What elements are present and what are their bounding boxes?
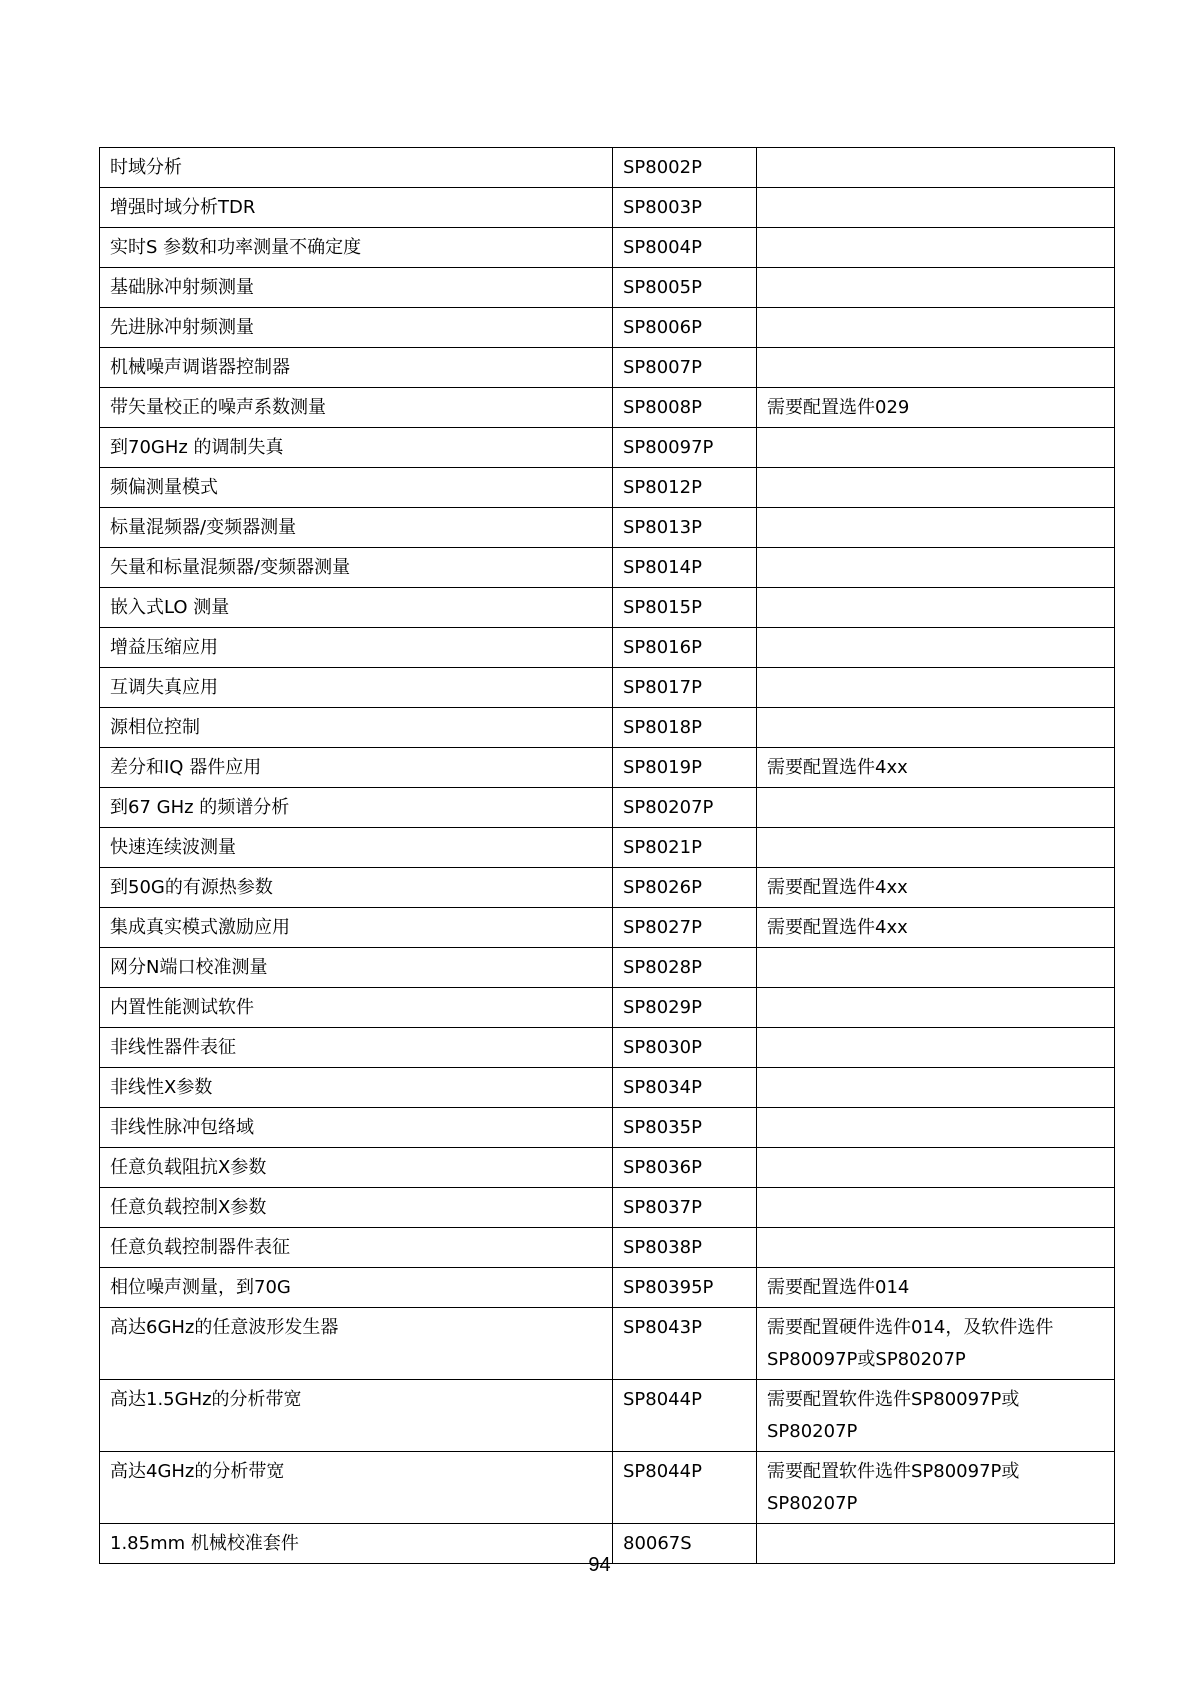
option-code-cell: SP8017P <box>613 668 757 708</box>
option-name-cell: 标量混频器/变频器测量 <box>100 508 613 548</box>
option-note-cell: 需要配置选件014 <box>757 1268 1115 1308</box>
option-name-cell: 到50G的有源热参数 <box>100 868 613 908</box>
option-note-cell <box>757 1228 1115 1268</box>
option-name-cell: 频偏测量模式 <box>100 468 613 508</box>
option-name-cell: 先进脉冲射频测量 <box>100 308 613 348</box>
option-note-cell <box>757 788 1115 828</box>
option-code-cell: SP8026P <box>613 868 757 908</box>
option-note-cell <box>757 1108 1115 1148</box>
option-name-cell: 任意负载控制器件表征 <box>100 1228 613 1268</box>
option-code-cell: SP8037P <box>613 1188 757 1228</box>
option-code-cell: SP80207P <box>613 788 757 828</box>
option-code-cell: SP80395P <box>613 1268 757 1308</box>
table-row <box>100 1308 1115 1380</box>
option-note-cell <box>757 428 1115 468</box>
option-name-cell: 增益压缩应用 <box>100 628 613 668</box>
option-note-cell <box>757 268 1115 308</box>
table-row <box>100 548 1115 588</box>
option-code-cell: SP8014P <box>613 548 757 588</box>
option-name-cell: 实时S 参数和功率测量不确定度 <box>100 228 613 268</box>
option-code-cell: SP8038P <box>613 1228 757 1268</box>
option-note-cell <box>757 828 1115 868</box>
option-note-cell <box>757 148 1115 188</box>
option-name-cell: 任意负载阻抗X参数 <box>100 1148 613 1188</box>
option-code-cell: SP8027P <box>613 908 757 948</box>
table-row <box>100 508 1115 548</box>
option-name-cell: 内置性能测试软件 <box>100 988 613 1028</box>
table-row <box>100 148 1115 188</box>
option-name-cell: 互调失真应用 <box>100 668 613 708</box>
option-name-cell: 到67 GHz 的频谱分析 <box>100 788 613 828</box>
option-note-cell <box>757 308 1115 348</box>
option-code-cell: 80067S <box>613 1524 757 1564</box>
table-row <box>100 1452 1115 1524</box>
table-row <box>100 588 1115 628</box>
option-code-cell: SP8043P <box>613 1308 757 1380</box>
option-note-cell <box>757 1148 1115 1188</box>
option-code-cell: SP8044P <box>613 1380 757 1452</box>
table-row <box>100 708 1115 748</box>
option-code-cell: SP8002P <box>613 148 757 188</box>
table-row <box>100 948 1115 988</box>
table-row <box>100 868 1115 908</box>
table-row <box>100 628 1115 668</box>
option-code-cell: SP8044P <box>613 1452 757 1524</box>
table-row <box>100 1068 1115 1108</box>
table-row <box>100 268 1115 308</box>
table-row <box>100 468 1115 508</box>
table-row <box>100 348 1115 388</box>
table-row <box>100 988 1115 1028</box>
option-note-cell <box>757 708 1115 748</box>
table-row <box>100 388 1115 428</box>
option-code-cell: SP8012P <box>613 468 757 508</box>
option-note-cell <box>757 1068 1115 1108</box>
option-note-cell <box>757 988 1115 1028</box>
table-row <box>100 228 1115 268</box>
option-code-cell: SP8005P <box>613 268 757 308</box>
option-code-cell: SP8034P <box>613 1068 757 1108</box>
table-row <box>100 1228 1115 1268</box>
option-name-cell: 非线性脉冲包络域 <box>100 1108 613 1148</box>
option-code-cell: SP8008P <box>613 388 757 428</box>
option-note-cell: 需要配置软件选件SP80097P或SP80207P <box>757 1380 1115 1452</box>
option-name-cell: 增强时域分析TDR <box>100 188 613 228</box>
table-row <box>100 908 1115 948</box>
option-name-cell: 快速连续波测量 <box>100 828 613 868</box>
option-note-cell: 需要配置选件029 <box>757 388 1115 428</box>
table-row <box>100 308 1115 348</box>
options-table-body <box>100 148 1115 1564</box>
option-name-cell: 嵌入式LO 测量 <box>100 588 613 628</box>
option-code-cell: SP8030P <box>613 1028 757 1068</box>
option-note-cell: 需要配置软件选件SP80097P或SP80207P <box>757 1452 1115 1524</box>
option-name-cell: 非线性X参数 <box>100 1068 613 1108</box>
table-row <box>100 428 1115 468</box>
table-row <box>100 1188 1115 1228</box>
option-note-cell <box>757 188 1115 228</box>
option-code-cell: SP8018P <box>613 708 757 748</box>
option-code-cell: SP8006P <box>613 308 757 348</box>
options-table <box>99 147 1115 1564</box>
option-note-cell <box>757 668 1115 708</box>
option-code-cell: SP8028P <box>613 948 757 988</box>
option-note-cell <box>757 548 1115 588</box>
option-name-cell: 带矢量校正的噪声系数测量 <box>100 388 613 428</box>
table-row <box>100 188 1115 228</box>
table-row <box>100 748 1115 788</box>
option-code-cell: SP8029P <box>613 988 757 1028</box>
option-note-cell <box>757 628 1115 668</box>
option-note-cell: 需要配置选件4xx <box>757 868 1115 908</box>
option-note-cell: 需要配置选件4xx <box>757 748 1115 788</box>
option-note-cell <box>757 588 1115 628</box>
table-row <box>100 1268 1115 1308</box>
table-row <box>100 668 1115 708</box>
option-name-cell: 差分和IQ 器件应用 <box>100 748 613 788</box>
table-row <box>100 1380 1115 1452</box>
option-name-cell: 源相位控制 <box>100 708 613 748</box>
option-name-cell: 矢量和标量混频器/变频器测量 <box>100 548 613 588</box>
option-name-cell: 网分N端口校准测量 <box>100 948 613 988</box>
option-name-cell: 非线性器件表征 <box>100 1028 613 1068</box>
option-name-cell: 基础脉冲射频测量 <box>100 268 613 308</box>
option-note-cell <box>757 948 1115 988</box>
table-row <box>100 828 1115 868</box>
option-name-cell: 高达6GHz的任意波形发生器 <box>100 1308 613 1380</box>
option-code-cell: SP80097P <box>613 428 757 468</box>
table-row <box>100 788 1115 828</box>
option-name-cell: 高达4GHz的分析带宽 <box>100 1452 613 1524</box>
option-code-cell: SP8016P <box>613 628 757 668</box>
option-note-cell <box>757 228 1115 268</box>
option-code-cell: SP8035P <box>613 1108 757 1148</box>
option-name-cell: 机械噪声调谐器控制器 <box>100 348 613 388</box>
option-note-cell: 需要配置选件4xx <box>757 908 1115 948</box>
option-note-cell: 需要配置硬件选件014，及软件选件SP80097P或SP80207P <box>757 1308 1115 1380</box>
table-row <box>100 1108 1115 1148</box>
option-code-cell: SP8013P <box>613 508 757 548</box>
page-number: 94 <box>588 1554 611 1576</box>
option-code-cell: SP8004P <box>613 228 757 268</box>
option-code-cell: SP8007P <box>613 348 757 388</box>
option-name-cell: 任意负载控制X参数 <box>100 1188 613 1228</box>
option-code-cell: SP8019P <box>613 748 757 788</box>
option-note-cell <box>757 468 1115 508</box>
option-name-cell: 集成真实模式激励应用 <box>100 908 613 948</box>
option-note-cell <box>757 1188 1115 1228</box>
option-code-cell: SP8036P <box>613 1148 757 1188</box>
option-code-cell: SP8003P <box>613 188 757 228</box>
option-name-cell: 高达1.5GHz的分析带宽 <box>100 1380 613 1452</box>
option-note-cell <box>757 348 1115 388</box>
option-name-cell: 1.85mm 机械校准套件 <box>100 1524 613 1564</box>
table-row <box>100 1028 1115 1068</box>
option-code-cell: SP8015P <box>613 588 757 628</box>
option-name-cell: 到70GHz 的调制失真 <box>100 428 613 468</box>
table-row <box>100 1148 1115 1188</box>
option-note-cell <box>757 508 1115 548</box>
option-name-cell: 相位噪声测量，到70G <box>100 1268 613 1308</box>
option-note-cell <box>757 1028 1115 1068</box>
option-name-cell: 时域分析 <box>100 148 613 188</box>
option-code-cell: SP8021P <box>613 828 757 868</box>
